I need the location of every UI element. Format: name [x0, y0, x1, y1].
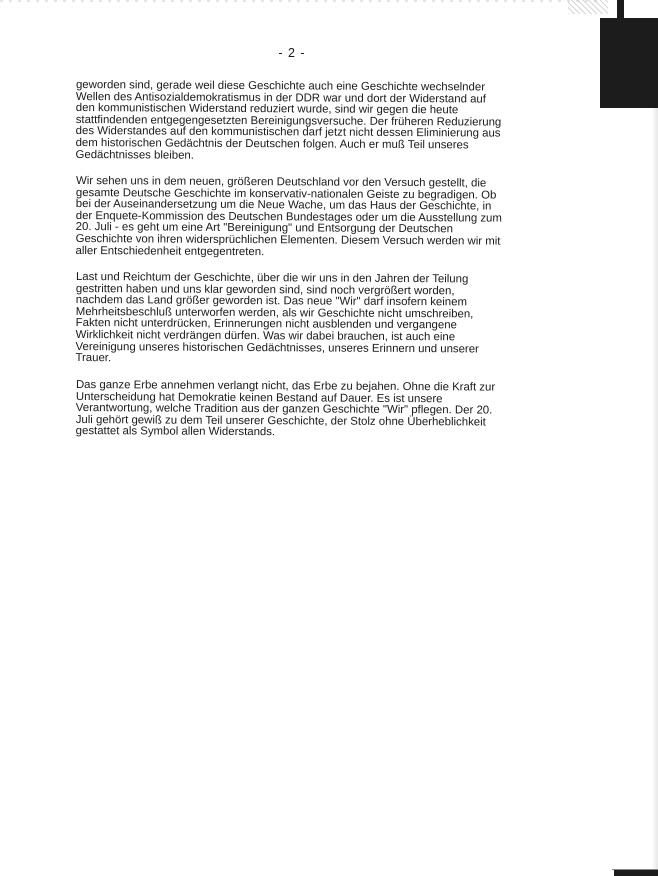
- body-text: [76, 80, 504, 453]
- scan-artifact-bottom-mark: [614, 870, 658, 876]
- scan-artifact-speckle: [568, 0, 608, 14]
- scan-artifact-thin-bar: [617, 0, 624, 20]
- page-number: - 2 -: [278, 46, 306, 60]
- paragraph-4: Das ganze Erbe annehmen verlangt nicht, das Erbe zu bejahen. Ohne die Kraft zur Unterscheidung hat Demokratie keinen Bestand auf Dauer. Es ist unsere Verantwortung, welche Tradition aus der ganzen Geschichte "Wir" pflegen. Der 20. Juli gehört gewiß zu dem Teil unserer Geschichte, der Stolz ohne Überheblichkeit gestattet als Symbol allen Widerstands.: [75, 379, 496, 439]
- scan-artifact-right-shade: [652, 108, 658, 876]
- paragraph-1: geworden sind, gerade weil diese Geschichte auch eine Geschichte wechselnder Wellen des Antisozialdemokratismus in der DDR war und dort der Widerstand auf den kommunistischen Widerstand reduziert wurde, sind wir gegen die heute stattfindenden entgegengesetzten Bereinigungsversuche. Der früheren Reduzierung des Widerstandes auf den kommunistischen darf jetzt nicht dessen Eliminierung aus dem historischen Gedächtnis der Deutschen folgen. Auch er muß Teil unseres Gedächtnisses bleiben.: [75, 79, 502, 162]
- scan-artifact-dark-bar: [600, 18, 658, 108]
- paragraph-3: Last und Reichtum der Geschichte, über die wir uns in den Jahren der Teilung gestritten haben und uns klar geworden sind, sind noch vergrößert worden, nachdem das Land größer geworden ist. Das neue "Wir" darf insofern keinem Mehrheitsbeschluß unterworfen werden, als wir Geschichte nicht umschreiben, Fakten nicht unterdrücken, Erinnerungen nicht ausblenden und vergangene Wirklichkeit nicht verdrängen dürfen. Was wir dabei brauchen, ist auch eine Vereinigung unseres historischen Gedächtnisses, unseres Erinnern und unserer Trauer.: [75, 271, 479, 365]
- scan-artifact-top-edge: [0, 0, 600, 2]
- paragraph-2: Wir sehen uns in dem neuen, größeren Deutschland vor den Versuch gestellt, die gesamte Deutsche Geschichte im konservativ-nationalen Geiste zu begradigen. Ob bei der Auseinandersetzung um die Neue Wache, um das Haus der Geschichte, in der Enquete-Kommission des Deutschen Bundestages oder um die Ausstellung zum 20. Juli - es geht um eine Art "Bereinigung" und Entsorgung der Deutschen Geschichte von ihren widersprüchlichen Elementen. Diesem Versuch werden wir mit aller Entschiedenheit entgegentreten.: [75, 175, 502, 258]
